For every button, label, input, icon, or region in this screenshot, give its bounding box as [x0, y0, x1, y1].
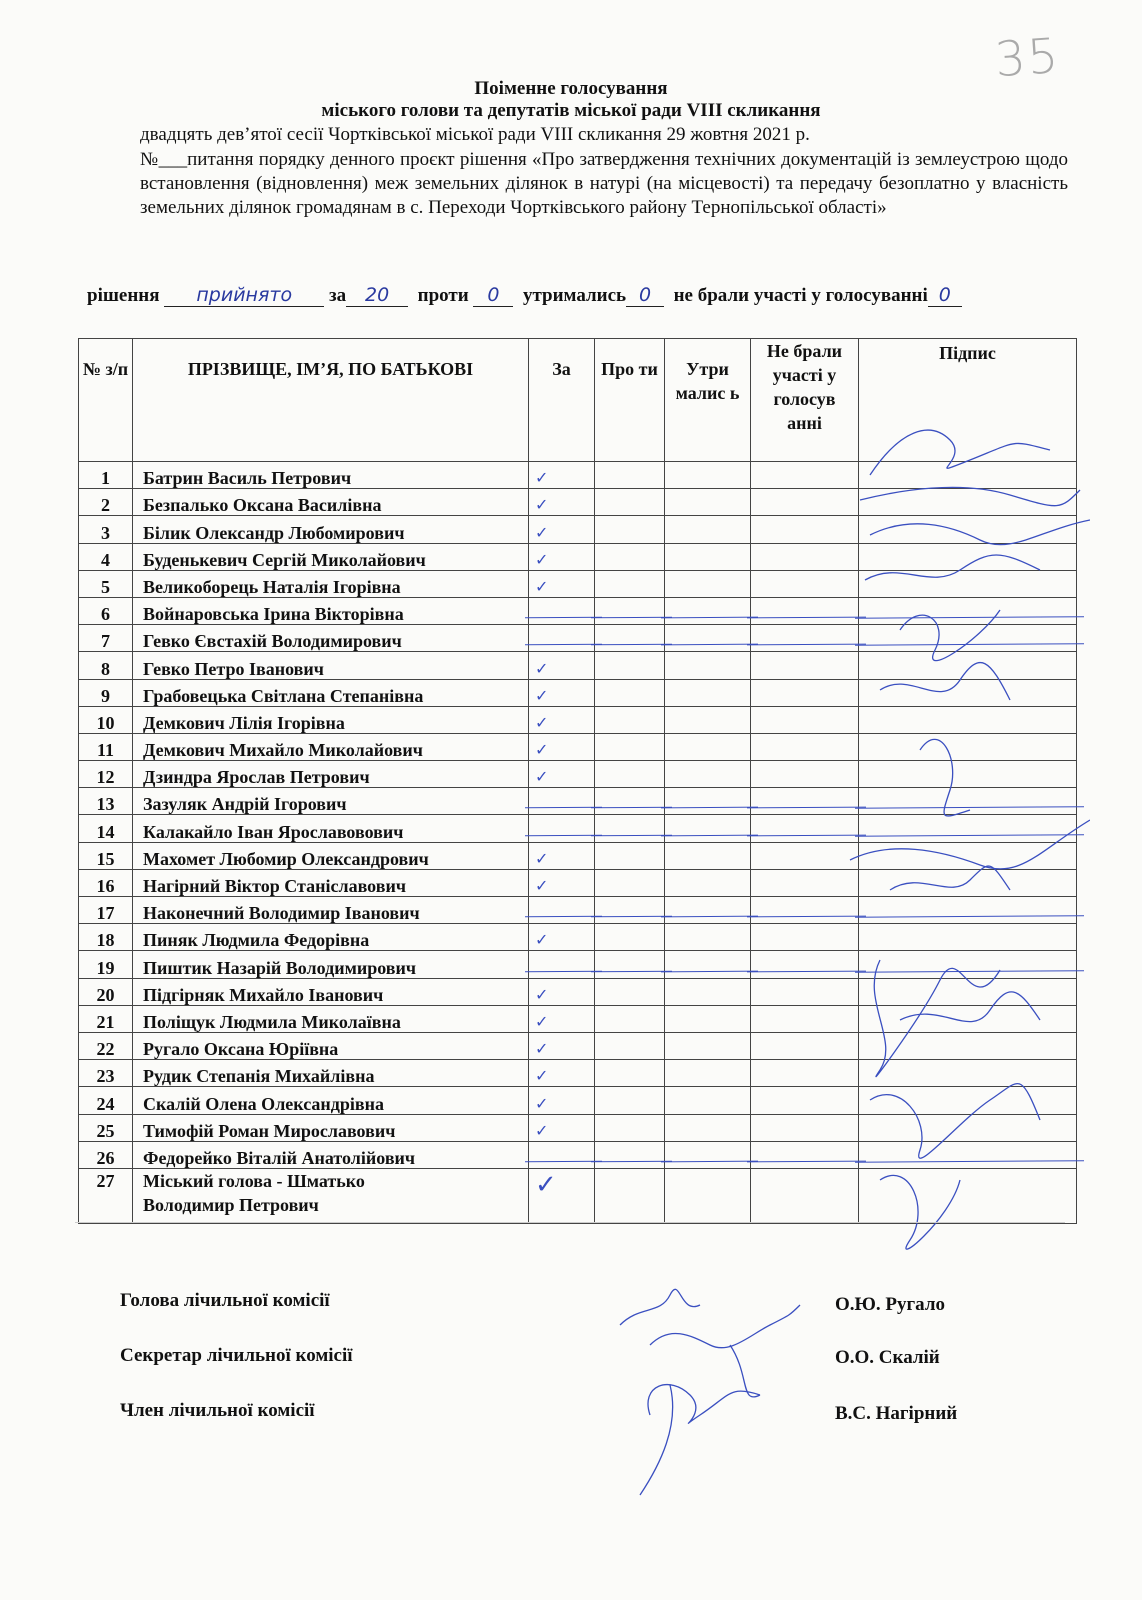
member-name-line2: Володимир Петрович [143, 1194, 319, 1215]
vote-utrym-cell [665, 842, 751, 869]
signature-cell [859, 924, 1077, 951]
vote-za-mark: ✓ [529, 761, 595, 788]
member-name: Махомет Любомир Олександрович [133, 842, 529, 869]
vote-proty-cell [595, 489, 665, 516]
signature-cell [859, 652, 1077, 679]
signature-cell [859, 761, 1077, 788]
vote-utrym-cell [665, 462, 751, 489]
signature-cell [859, 1032, 1077, 1059]
decision-value: прийнято [164, 284, 324, 307]
secretary-label: Секретар лічильної комісії [120, 1345, 353, 1366]
proty-label: проти [417, 285, 469, 306]
signature-cell [859, 1141, 1077, 1168]
proty-value: 0 [473, 284, 513, 307]
vote-ne-braly-cell [751, 625, 859, 652]
signature-cell [859, 815, 1077, 842]
row-number: 8 [79, 652, 133, 679]
vote-proty-cell [595, 788, 665, 815]
vote-proty-cell [595, 897, 665, 924]
member-name: Дзиндра Ярослав Петрович [133, 761, 529, 788]
member-name: Ругало Оксана Юріївна [133, 1032, 529, 1059]
signature-cell [859, 489, 1077, 516]
table-row [79, 815, 1077, 842]
vote-proty-cell [595, 924, 665, 951]
vote-za-mark: ✓ [529, 1060, 595, 1087]
row-number: 14 [79, 815, 133, 842]
vote-ne-braly-cell [751, 815, 859, 842]
vote-utrym-cell [665, 924, 751, 951]
vote-za-mark [529, 1141, 595, 1168]
vote-proty-cell [595, 1005, 665, 1032]
vote-utrym-cell [665, 679, 751, 706]
vote-proty-cell [595, 652, 665, 679]
vote-ne-braly-cell [751, 489, 859, 516]
vote-ne-braly-cell [751, 1141, 859, 1168]
table-row [79, 842, 1077, 869]
col-za-header: За [529, 339, 595, 462]
signature-cell [859, 516, 1077, 543]
vote-utrym-cell [665, 733, 751, 760]
member-name [133, 1168, 529, 1223]
vote-ne-braly-cell [751, 570, 859, 597]
vote-utrym-cell [665, 869, 751, 896]
ne-braly-value: 0 [928, 284, 962, 307]
row-number: 3 [79, 516, 133, 543]
vote-za-mark: ✓ [529, 1114, 595, 1141]
vote-za-mark [529, 597, 595, 624]
signature-cell [859, 1087, 1077, 1114]
vote-proty-cell [595, 869, 665, 896]
col-signature-header: Підпис [859, 339, 1077, 462]
table-row [79, 570, 1077, 597]
col-ne-braly-header: Не брали участі у голосув анні [751, 339, 859, 462]
member-name: Зазуляк Андрій Ігорович [133, 788, 529, 815]
member-name: Гевко Євстахій Володимирович [133, 625, 529, 652]
row-number: 9 [79, 679, 133, 706]
page-title: Поіменне голосування [474, 78, 668, 99]
vote-za-mark [529, 625, 595, 652]
signature-cell [859, 462, 1077, 489]
vote-za-mark: ✓ [529, 924, 595, 951]
vote-proty-cell [595, 815, 665, 842]
signature-cell [859, 1005, 1077, 1032]
vote-ne-braly-cell [751, 1005, 859, 1032]
vote-za-mark: ✓ [529, 1087, 595, 1114]
member-name: Войнаровська Ірина Вікторівна [133, 597, 529, 624]
vote-proty-cell [595, 1087, 665, 1114]
table-row [79, 462, 1077, 489]
vote-utrym-cell [665, 625, 751, 652]
vote-za-mark: ✓ [529, 516, 595, 543]
vote-utrym-cell [665, 761, 751, 788]
vote-utrym-cell [665, 1141, 751, 1168]
question-text: №___питання порядку денного проєкт рішення «Про затвердження технічних документацій із землеустрою щодо встановлення (відновлення) меж земельних ділянок в натурі (на місцевості) та передачу безоплатно у власність земельних ділянок громадянам в с. Переходи Чортківського району Тернопільської області» [140, 149, 1068, 218]
signature-cell [859, 897, 1077, 924]
vote-ne-braly-cell [751, 679, 859, 706]
row-number: 18 [79, 924, 133, 951]
vote-ne-braly-cell [751, 1060, 859, 1087]
row-number: 12 [79, 761, 133, 788]
vote-za-mark [529, 788, 595, 815]
table-row [79, 897, 1077, 924]
table-row [79, 1114, 1077, 1141]
vote-utrym-cell [665, 951, 751, 978]
table-row [79, 543, 1077, 570]
table-row [79, 1141, 1077, 1168]
row-number: 7 [79, 625, 133, 652]
table-row [79, 1168, 1077, 1223]
vote-ne-braly-cell [751, 1087, 859, 1114]
vote-proty-cell [595, 679, 665, 706]
vote-za-mark [529, 951, 595, 978]
vote-proty-cell [595, 597, 665, 624]
vote-proty-cell [595, 1141, 665, 1168]
signature-cell [859, 842, 1077, 869]
divider [75, 1222, 1065, 1223]
vote-ne-braly-cell [751, 978, 859, 1005]
table-header-row [79, 339, 1077, 462]
vote-za-mark: ✓ [529, 869, 595, 896]
member-name: Буденькевич Сергій Миколайович [133, 543, 529, 570]
row-number: 13 [79, 788, 133, 815]
vote-proty-cell [595, 543, 665, 570]
member-name: Поліщук Людмила Миколаївна [133, 1005, 529, 1032]
table-row [79, 652, 1077, 679]
decision-label: рішення [87, 285, 160, 306]
col-proty-header: Про ти [595, 339, 665, 462]
table-row [79, 1032, 1077, 1059]
vote-ne-braly-cell [751, 924, 859, 951]
signature-cell [859, 1060, 1077, 1087]
member-label: Член лічильної комісії [120, 1400, 315, 1421]
vote-proty-cell [595, 1168, 665, 1223]
row-number: 23 [79, 1060, 133, 1087]
vote-utrym-cell [665, 706, 751, 733]
session-line: двадцять дев’ятої сесії Чортківської міської ради VIII скликання 29 жовтня 2021 р. [140, 124, 810, 145]
row-number: 19 [79, 951, 133, 978]
col-num-header: № з/п [79, 339, 133, 462]
vote-za-mark: ✓ [529, 570, 595, 597]
vote-ne-braly-cell [751, 706, 859, 733]
vote-proty-cell [595, 761, 665, 788]
vote-utrym-cell [665, 788, 751, 815]
row-number: 5 [79, 570, 133, 597]
page-number: 35 [993, 27, 1062, 89]
member-name: Федорейко Віталій Анатолійович [133, 1141, 529, 1168]
row-number: 26 [79, 1141, 133, 1168]
member-name: Батрин Василь Петрович [133, 462, 529, 489]
member-name: Калакайло Іван Ярославовович [133, 815, 529, 842]
vote-proty-cell [595, 842, 665, 869]
signature-cell [859, 1168, 1077, 1223]
za-label: за [329, 285, 347, 306]
secretary-name: О.О. Скалій [835, 1347, 940, 1368]
member-name: Пиняк Людмила Федорівна [133, 924, 529, 951]
vote-proty-cell [595, 978, 665, 1005]
head-name: О.Ю. Ругало [835, 1294, 945, 1315]
member-name: Нагірний Віктор Станіславович [133, 869, 529, 896]
vote-proty-cell [595, 1032, 665, 1059]
vote-proty-cell [595, 706, 665, 733]
row-number: 4 [79, 543, 133, 570]
table-row [79, 489, 1077, 516]
vote-ne-braly-cell [751, 788, 859, 815]
vote-za-mark: ✓ [529, 462, 595, 489]
vote-za-mark: ✓ [529, 842, 595, 869]
vote-proty-cell [595, 462, 665, 489]
signature-cell [859, 951, 1077, 978]
row-number: 22 [79, 1032, 133, 1059]
vote-ne-braly-cell [751, 897, 859, 924]
member-name: Демкович Лілія Ігорівна [133, 706, 529, 733]
row-number: 16 [79, 869, 133, 896]
vote-ne-braly-cell [751, 543, 859, 570]
signature-cell [859, 570, 1077, 597]
vote-proty-cell [595, 516, 665, 543]
vote-za-mark: ✓ [529, 733, 595, 760]
row-number: 2 [79, 489, 133, 516]
vote-za-mark: ✓ [529, 652, 595, 679]
page-subtitle: міського голови та депутатів міської ради VIII скликання [321, 100, 821, 121]
decision-line [87, 284, 1067, 307]
table-row [79, 733, 1077, 760]
head-label: Голова лічильної комісії [120, 1290, 330, 1311]
signature-cell [859, 543, 1077, 570]
vote-ne-braly-cell [751, 516, 859, 543]
vote-utrym-cell [665, 815, 751, 842]
signature-cell [859, 869, 1077, 896]
table-row [79, 516, 1077, 543]
vote-za-mark: ✓ [529, 706, 595, 733]
col-name-header: ПРІЗВИЩЕ, ІМ’Я, ПО БАТЬКОВІ [133, 339, 529, 462]
vote-utrym-cell [665, 1114, 751, 1141]
signature-cell [859, 597, 1077, 624]
vote-za-mark: ✓ [529, 978, 595, 1005]
member-name: Підгірняк Михайло Іванович [133, 978, 529, 1005]
member-name: Рудик Степанія Михайлівна [133, 1060, 529, 1087]
member-name: Грабовецька Світлана Степанівна [133, 679, 529, 706]
table-row [79, 978, 1077, 1005]
signature-cell [859, 706, 1077, 733]
vote-za-mark: ✓ [529, 543, 595, 570]
row-number: 25 [79, 1114, 133, 1141]
voting-table [78, 338, 1077, 1224]
vote-za-mark: ✓ [529, 679, 595, 706]
table-row [79, 761, 1077, 788]
member-name: Скалій Олена Олександрівна [133, 1087, 529, 1114]
row-number: 17 [79, 897, 133, 924]
vote-ne-braly-cell [751, 462, 859, 489]
vote-utrym-cell [665, 1060, 751, 1087]
vote-za-mark: ✓ [529, 1005, 595, 1032]
vote-proty-cell [595, 1060, 665, 1087]
vote-utrym-cell [665, 1032, 751, 1059]
member-name: Безпалько Оксана Василівна [133, 489, 529, 516]
table-row [79, 924, 1077, 951]
row-number: 6 [79, 597, 133, 624]
table-row [79, 788, 1077, 815]
row-number: 15 [79, 842, 133, 869]
signature-cell [859, 733, 1077, 760]
vote-proty-cell [595, 625, 665, 652]
member-name-line1: Міський голова - Шматько [143, 1170, 365, 1191]
member-name: В.С. Нагірний [835, 1403, 958, 1424]
vote-ne-braly-cell [751, 869, 859, 896]
vote-utrym-cell [665, 489, 751, 516]
row-number: 1 [79, 462, 133, 489]
table-row [79, 706, 1077, 733]
vote-proty-cell [595, 570, 665, 597]
signature-cell [859, 788, 1077, 815]
vote-ne-braly-cell [751, 652, 859, 679]
vote-za-mark [529, 897, 595, 924]
vote-ne-braly-cell [751, 733, 859, 760]
member-name: Гевко Петро Іванович [133, 652, 529, 679]
table-row [79, 951, 1077, 978]
row-number: 24 [79, 1087, 133, 1114]
vote-za-mark: ✓ [529, 1032, 595, 1059]
vote-utrym-cell [665, 516, 751, 543]
row-number: 11 [79, 733, 133, 760]
vote-proty-cell [595, 951, 665, 978]
table-row [79, 1087, 1077, 1114]
vote-utrym-cell [665, 543, 751, 570]
commission-signatures [610, 1285, 810, 1505]
signature-cell [859, 1114, 1077, 1141]
vote-za-mark: ✓ [529, 489, 595, 516]
vote-utrym-cell [665, 652, 751, 679]
vote-ne-braly-cell [751, 1114, 859, 1141]
table-row [79, 1060, 1077, 1087]
vote-utrym-cell [665, 1005, 751, 1032]
vote-za-mark [529, 815, 595, 842]
table-row [79, 679, 1077, 706]
vote-ne-braly-cell [751, 761, 859, 788]
vote-utrym-cell [665, 597, 751, 624]
vote-ne-braly-cell [751, 1168, 859, 1223]
vote-utrym-cell [665, 1087, 751, 1114]
vote-utrym-cell [665, 897, 751, 924]
member-name: Білик Олександр Любомирович [133, 516, 529, 543]
table-row [79, 869, 1077, 896]
vote-ne-braly-cell [751, 951, 859, 978]
member-name: Демкович Михайло Миколайович [133, 733, 529, 760]
row-number: 27 [79, 1168, 133, 1223]
signature-cell [859, 978, 1077, 1005]
member-name: Наконечний Володимир Іванович [133, 897, 529, 924]
vote-proty-cell [595, 1114, 665, 1141]
vote-proty-cell [595, 733, 665, 760]
member-name: Пиштик Назарій Володимирович [133, 951, 529, 978]
member-name: Тимофій Роман Мирославович [133, 1114, 529, 1141]
utrym-value: 0 [626, 284, 664, 307]
table-row [79, 1005, 1077, 1032]
row-number: 21 [79, 1005, 133, 1032]
member-name: Великоборець Наталія Ігорівна [133, 570, 529, 597]
za-value: 20 [346, 284, 408, 307]
signature-cell [859, 679, 1077, 706]
vote-ne-braly-cell [751, 1032, 859, 1059]
row-number: 20 [79, 978, 133, 1005]
col-utrym-header: Утри малис ь [665, 339, 751, 462]
vote-ne-braly-cell [751, 842, 859, 869]
signature-cell [859, 625, 1077, 652]
ne-braly-label: не брали участі у голосуванні [673, 285, 928, 306]
vote-utrym-cell [665, 978, 751, 1005]
vote-utrym-cell [665, 1168, 751, 1223]
row-number: 10 [79, 706, 133, 733]
table-row [79, 625, 1077, 652]
utrym-label: утримались [522, 285, 627, 306]
vote-utrym-cell [665, 570, 751, 597]
vote-za-mark: ✓ [529, 1168, 595, 1223]
table-row [79, 597, 1077, 624]
vote-ne-braly-cell [751, 597, 859, 624]
